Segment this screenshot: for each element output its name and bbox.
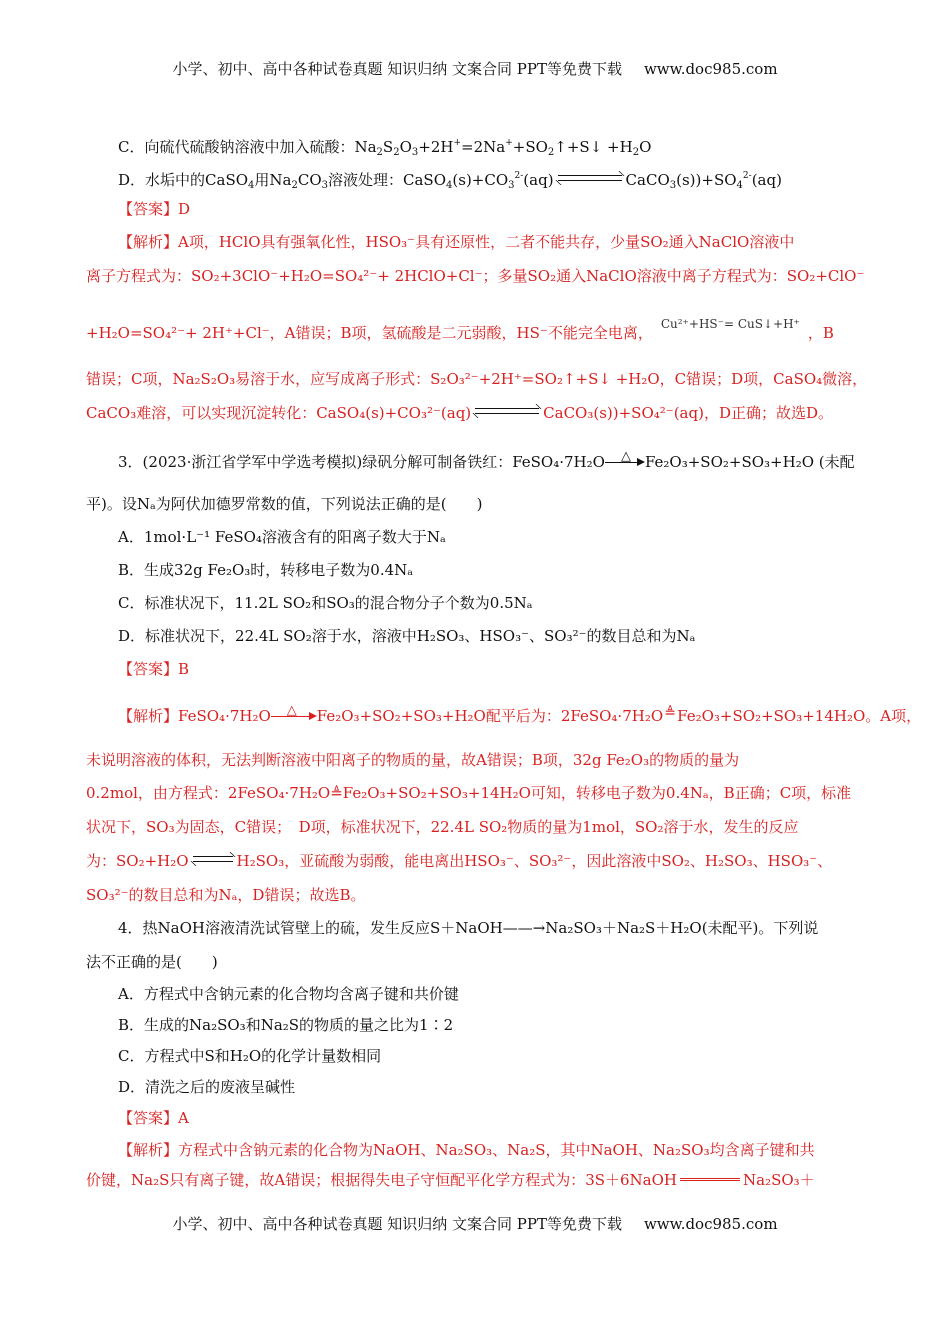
q2-explanation-line-5: CaCO₃难溶，可以实现沉淀转化：CaSO₄(s)+CO₃²⁻(aq) CaCO₃(s))+SO₄²⁻(aq)，D正确；故选D。: [86, 404, 834, 422]
q4-explanation-line-1: 【解析】方程式中含钠元素的化合物为NaOH、Na₂SO₃、Na₂S，其中NaOH、Na₂SO₃均含离子键和共: [118, 1141, 815, 1159]
footer-text: 小学、初中、高中各种试卷真题 知识归纳 文案合同 PPT等免费下载: [172, 1215, 622, 1233]
q2-explanation-line-4: 错误；C项，Na₂S₂O₃易溶于水，应写成离子形式：S₂O₃²⁻+2H⁺=SO₂↑+S↓ +H₂O，C错误；D项，CaSO₄微溶，: [86, 370, 868, 388]
explanation-tag: 【解析】: [118, 233, 179, 251]
q4-answer: [118, 1108, 189, 1128]
q4-explanation-line-2: 价键，Na₂S只有离子键，故A错误；根据得失电子守恒配平化学方程式为：3S＋6NaOH Na₂SO₃＋: [86, 1171, 815, 1189]
q3-explanation-line-4: 状况下，SO₃为固态，C错误； D项，标准状况下，22.4L SO₂物质的量为1mol，SO₂溶于水，发生的反应: [86, 818, 799, 836]
page-footer: [0, 1213, 950, 1234]
q2-explanation-line-1: 【解析】A项，HClO具有强氧化性，HSO₃⁻具有还原性，二者不能共存，少量SO₂通入NaClO溶液中: [118, 233, 795, 251]
equals-sign-icon: [680, 1178, 740, 1181]
equilibrium-arrow-icon: [193, 854, 233, 866]
q3-explanation-line-5: 为：SO₂+H₂O H₂SO₃，亚硫酸为弱酸，能电离出HSO₃⁻、SO₃²⁻，因此溶液中SO₂、H₂SO₃、HSO₃⁻、: [86, 852, 833, 870]
q3-explanation-line-3: 0.2mol，由方程式：2FeSO₄·7H₂O≜Fe₂O₃+SO₂+SO₃+14H₂O可知，转移电子数为0.4Nₐ，B正确；C项，标准: [86, 784, 852, 802]
q3-option-d: D．标准状况下，22.4L SO₂溶于水，溶液中H₂SO₃、HSO₃⁻、SO₃²⁻的数目总和为Nₐ: [118, 627, 696, 645]
q2-answer: [118, 199, 190, 219]
q4-stem-line-2: 法不正确的是( ): [86, 953, 218, 971]
answer-value: D: [178, 200, 191, 218]
answer-tag: 【答案】: [118, 660, 179, 678]
q3-explanation-line-6: SO₃²⁻的数目总和为Nₐ，D错误；故选B。: [86, 886, 366, 904]
q2-option-d: D．水垢中的CaSO$_4$用$Na_2CO_3$溶液处理：$CaSO_4(s)+CO_3^{2-}(aq)$ $CaCO_3(s))+SO_4^{2-}(aq)$: [118, 171, 782, 191]
q3-stem-line-1: 3．(2023·浙江省学军中学选考模拟)绿矾分解可制备铁红：FeSO₄·7H₂O △ Fe₂O₃+SO₂+SO₃+H₂O (未配: [118, 449, 855, 471]
header-url[interactable]: www.doc985.com: [643, 60, 778, 78]
heating-equal-icon: ≜: [664, 705, 676, 721]
q4-stem-line-1: 4．热NaOH溶液清洗试管壁上的硫，发生反应S＋NaOH——→Na₂SO₃＋Na₂S＋H₂O(未配平)。下列说: [118, 919, 819, 937]
q3-option-b: B．生成32g Fe₂O₃时，转移电子数为0.4Nₐ: [118, 561, 414, 579]
answer-value: B: [178, 660, 190, 678]
answer-tag: 【答案】: [118, 200, 179, 218]
q2-explanation-line-2: 离子方程式为：SO₂+3ClO⁻+H₂O=SO₄²⁻+ 2HClO+Cl⁻；多量SO₂通入NaClO溶液中离子方程式为：SO₂+ClO⁻: [86, 267, 865, 285]
footer-url[interactable]: www.doc985.com: [643, 1215, 778, 1233]
q2-explanation-line-3: +H₂O=SO₄²⁻+ 2H⁺+Cl⁻，A错误；B项，氢硫酸是二元弱酸，HS⁻不能完全电离， $^{Cu^{2+}+HS^-= CuS↓+H^+}$ ，B: [86, 317, 834, 342]
q4-option-b: B．生成的Na₂SO₃和Na₂S的物质的量之比为1∶2: [118, 1016, 454, 1034]
q4-option-d: D．清洗之后的废液呈碱性: [118, 1078, 296, 1096]
q3-option-a: A．1mol·L⁻¹ FeSO₄溶液含有的阳离子数大于Nₐ: [118, 528, 446, 546]
q3-option-c: C．标准状况下，11.2L SO₂和SO₃的混合物分子个数为0.5Nₐ: [118, 594, 533, 612]
page-header: [0, 58, 950, 79]
answer-tag: 【答案】: [118, 1109, 179, 1127]
heating-arrow-icon: △: [271, 703, 317, 723]
q4-option-a: A．方程式中含钠元素的化合物均含离子键和共价键: [118, 985, 459, 1003]
q3-explanation-line-2: 未说明溶液的体积，无法判断溶液中阳离子的物质的量，故A错误；B项，32g Fe₂O₃的物质的量为: [86, 751, 740, 769]
header-text: 小学、初中、高中各种试卷真题 知识归纳 文案合同 PPT等免费下载: [172, 60, 622, 78]
cus-equation-image: Cu²⁺+HS⁻= CuS↓+H⁺: [660, 317, 800, 331]
q3-stem-line-2: 平)。设Nₐ为阿伏加德罗常数的值，下列说法正确的是( ): [86, 495, 483, 513]
q3-answer: [118, 659, 189, 679]
q2-option-c: C．向硫代硫酸钠溶液中加入硫酸：$Na_2S_2O_3+2H^+=2Na^++SO_2↑+S↓ +H_2O$: [118, 138, 652, 158]
equilibrium-arrow-icon: [475, 406, 539, 418]
q3-explanation-line-1: 【解析】FeSO₄·7H₂O △ Fe₂O₃+SO₂+SO₃+H₂O配平后为：2FeSO₄·7H₂O≜Fe₂O₃+SO₂+SO₃+14H₂O。A项，: [118, 703, 922, 725]
q4-option-c: C．方程式中S和H₂O的化学计量数相同: [118, 1047, 382, 1065]
heating-arrow-icon: △: [605, 449, 645, 469]
explanation-tag: 【解析】: [118, 707, 179, 725]
equilibrium-arrow-icon: [558, 173, 622, 185]
explanation-tag: 【解析】: [118, 1141, 179, 1159]
answer-value: A: [178, 1109, 189, 1127]
